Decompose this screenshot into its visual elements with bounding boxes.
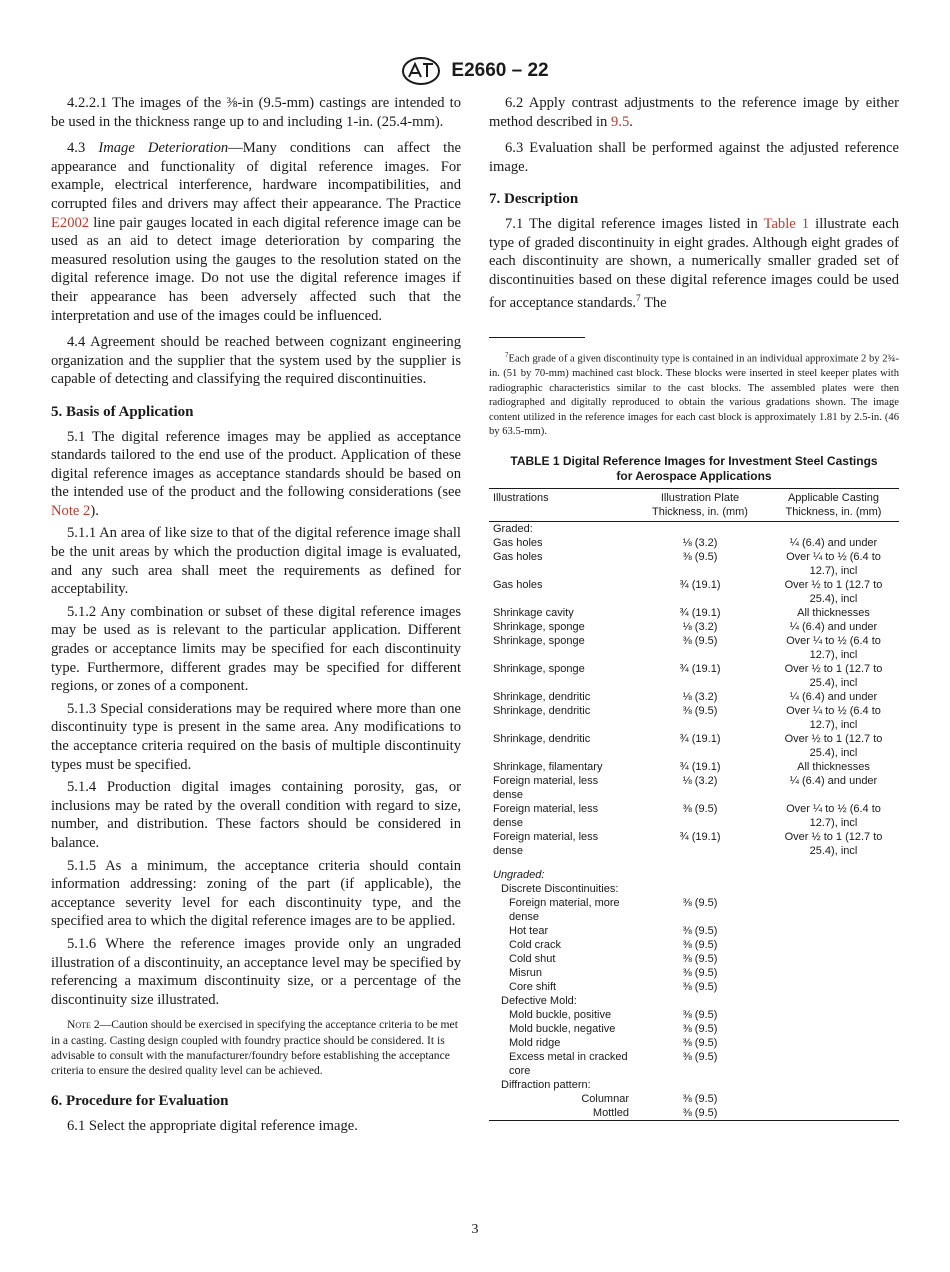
cell-plate-thickness bbox=[632, 521, 767, 536]
cell-plate-thickness: ¾ (19.1) bbox=[679, 830, 721, 843]
cell-casting-thickness: ¼ (6.4) and under bbox=[789, 536, 878, 549]
cell-illustration: Shrinkage, sponge bbox=[493, 620, 585, 633]
table-row bbox=[489, 536, 899, 550]
image-deterioration-title: Image Deterioration bbox=[98, 140, 229, 157]
paragraph-6-1: 6.1 Select the appropriate digital reference image. bbox=[67, 1117, 358, 1134]
cell-illustration: Mold buckle, positive bbox=[509, 1008, 612, 1021]
footnote-rule bbox=[489, 337, 585, 338]
cell-illustration: Shrinkage, filamentary bbox=[493, 760, 603, 773]
cell-casting-thickness bbox=[767, 1036, 899, 1050]
table-row bbox=[489, 620, 899, 634]
paragraph-5-1: 5.1 The digital reference images may be applied as acceptance standards tailored to the end use of the product. Application of these digital reference images as acceptance standards should be based on the intended use of the product and the following considerations (see Note 2). bbox=[51, 428, 461, 519]
table-row bbox=[489, 896, 899, 924]
paragraph-7-1: 7.1 The digital reference images listed in Table 1 illustrate each type of graded discontinuity in eight grades. Although eight grades of each discontinuity are shown, a numerically smaller graded set of discontinuities based on these digital reference images could be used for acceptance standards.$^7$ The bbox=[489, 215, 899, 312]
graded-label-row bbox=[489, 521, 899, 536]
paragraph-5-1-6: 5.1.6 Where the reference images provide only an ungraded illustration of a discontinuity, an acceptance level may be specified by referencing a maximum discontinuity size, or a percentage of the discontinuity size illustrated. bbox=[51, 935, 461, 1008]
paragraph-5-1-3: 5.1.3 Special considerations may be required where more than one discontinuity type is present in the same area. Any modifications to the acceptance criteria required on the basis of multiple discontinuity types must be specified. bbox=[51, 700, 461, 773]
cell-plate-thickness: ¾ (19.1) bbox=[679, 732, 721, 745]
cell-plate-thickness: ¾ (19.1) bbox=[679, 760, 721, 773]
table-row bbox=[489, 1092, 899, 1106]
document-id: E2660 – 22 bbox=[451, 60, 549, 81]
cell-illustration: Shrinkage, sponge bbox=[493, 634, 585, 647]
table-row bbox=[489, 732, 899, 760]
table-row bbox=[489, 952, 899, 966]
cell-illustration: Foreign material, less dense bbox=[493, 774, 599, 801]
cell-plate-thickness: ⅜ (9.5) bbox=[682, 1106, 718, 1119]
paragraph-5-1-1: 5.1.1 An area of like size to that of the digital reference image shall be the unit areas by which the production digital image is evaluated, and any such area shall meet the requirements as defined for acceptability. bbox=[51, 525, 461, 598]
cell-plate-thickness: ⅛ (3.2) bbox=[682, 620, 718, 633]
page-header bbox=[0, 56, 950, 86]
cell-casting-thickness: Over ½ to 1 (12.7 to 25.4), incl bbox=[784, 830, 883, 857]
discrete-label-row bbox=[489, 882, 899, 896]
paragraph-6-2: 6.2 Apply contrast adjustments to the reference image by either method described in 9.5. bbox=[489, 95, 899, 130]
cell-illustration: Shrinkage cavity bbox=[493, 606, 574, 619]
table-row bbox=[489, 1008, 899, 1022]
cell-plate-thickness: ⅜ (9.5) bbox=[682, 1022, 718, 1035]
cell-illustration: Mottled bbox=[592, 1106, 629, 1119]
col-plate-thickness: Illustration Plate Thickness, in. (mm) bbox=[632, 488, 767, 521]
cell-plate-thickness bbox=[632, 994, 767, 1008]
cell-plate-thickness: ⅜ (9.5) bbox=[682, 924, 718, 937]
cell-plate-thickness: ⅜ (9.5) bbox=[682, 1008, 718, 1021]
table-row bbox=[489, 606, 899, 620]
cell-casting-thickness: Over ¼ to ½ (6.4 to 12.7), incl bbox=[786, 634, 881, 661]
cell-casting-thickness: ¼ (6.4) and under bbox=[789, 690, 878, 703]
cell-plate-thickness bbox=[632, 868, 767, 882]
cell-plate-thickness: ⅜ (9.5) bbox=[682, 1050, 718, 1063]
cell-illustration: Gas holes bbox=[493, 536, 543, 549]
cell-illustration: Ungraded: bbox=[493, 868, 545, 881]
table-row bbox=[489, 550, 899, 578]
cell-casting-thickness: Over ¼ to ½ (6.4 to 12.7), incl bbox=[786, 704, 881, 731]
cell-plate-thickness: ⅜ (9.5) bbox=[682, 966, 718, 979]
cell-illustration: Cold crack bbox=[509, 938, 561, 951]
table-row bbox=[489, 1050, 899, 1078]
table-row bbox=[489, 802, 899, 830]
cell-casting-thickness: Over ½ to 1 (12.7 to 25.4), incl bbox=[784, 578, 883, 605]
cell-illustration: Misrun bbox=[509, 966, 543, 979]
cell-casting-thickness: ¼ (6.4) and under bbox=[789, 774, 878, 787]
table-1-caption: TABLE 1 Digital Reference Images for Investment Steel Castings for Aerospace Applications bbox=[510, 453, 878, 483]
cell-illustration: Shrinkage, dendritic bbox=[493, 704, 591, 717]
cell-plate-thickness: ¾ (19.1) bbox=[679, 578, 721, 591]
cell-illustration: Foreign material, less dense bbox=[493, 830, 599, 857]
cell-casting-thickness: Over ¼ to ½ (6.4 to 12.7), incl bbox=[786, 802, 881, 829]
cell-illustration: Shrinkage, dendritic bbox=[493, 690, 591, 703]
table-row bbox=[489, 966, 899, 980]
col-illustrations: Illustrations bbox=[489, 488, 632, 521]
cell-plate-thickness: ⅜ (9.5) bbox=[682, 1092, 718, 1105]
section-7-heading: 7. Description bbox=[489, 191, 579, 208]
right-column bbox=[489, 94, 899, 1121]
cell-plate-thickness: ⅜ (9.5) bbox=[682, 952, 718, 965]
cell-plate-thickness: ⅛ (3.2) bbox=[682, 690, 718, 703]
cell-illustration: Hot tear bbox=[509, 924, 549, 937]
table-row bbox=[489, 662, 899, 690]
cell-plate-thickness bbox=[632, 858, 767, 868]
table-row bbox=[489, 980, 899, 994]
cell-illustration: Foreign material, less dense bbox=[493, 802, 599, 829]
paragraph-4-4: 4.4 Agreement should be reached between cognizant engineering organization and the supplier that the system used by the supplier is capable of detecting and classifying the required discontinuities. bbox=[51, 334, 461, 388]
cell-casting-thickness bbox=[767, 938, 899, 952]
cell-plate-thickness: ⅜ (9.5) bbox=[682, 802, 718, 815]
note-2-link[interactable]: Note 2 bbox=[51, 502, 91, 519]
diffraction-label-row bbox=[489, 1078, 899, 1092]
table-row bbox=[489, 1106, 899, 1121]
cell-illustration: Core shift bbox=[509, 980, 557, 993]
cell-casting-thickness bbox=[767, 1022, 899, 1036]
table-row bbox=[489, 634, 899, 662]
col-casting-thickness: Applicable Casting Thickness, in. (mm) bbox=[767, 488, 899, 521]
section-9-5-link[interactable]: 9.5 bbox=[611, 113, 630, 130]
cell-illustration: Excess metal in cracked core bbox=[509, 1050, 628, 1077]
cell-plate-thickness: ¾ (19.1) bbox=[679, 662, 721, 675]
astm-logo-icon bbox=[401, 56, 441, 86]
cell-plate-thickness: ⅜ (9.5) bbox=[682, 938, 718, 951]
cell-casting-thickness bbox=[767, 858, 899, 868]
table-row bbox=[489, 1022, 899, 1036]
table-row bbox=[489, 830, 899, 858]
cell-illustration: Gas holes bbox=[493, 550, 543, 563]
table-row bbox=[489, 774, 899, 802]
table-row bbox=[489, 704, 899, 732]
paragraph-4-3: 4.3 Image Deterioration—Many conditions can affect the appearance and functionality of digital reference images. For example, electrical interference, hardware incompatibilities, and corrupted files and drivers may affect their appearance. The Practice E2002 line pair gauges located in each digital reference image can be used as an aid to detect image deterioration by comparing the measured resolution using the gauges to the resolution stated on the digital reference image. Do not use the digital reference images if their appearance has been adversely affected such that the interpretation and use of the images could be influenced. bbox=[51, 140, 461, 324]
cell-illustration: Columnar bbox=[581, 1092, 629, 1105]
defective-label-row bbox=[489, 994, 899, 1008]
cell-illustration bbox=[489, 858, 632, 868]
cell-illustration: Shrinkage, sponge bbox=[493, 662, 585, 675]
footnote-7: $^7$Each grade of a given discontinuity type is contained in an individual approximate 2 by 2¾-in. (51 by 70-mm) machined cast block. These blocks were inserted in steel keeper plates with radiographic characteristics similar to the cast blocks. The assembled plates were then radiographed and digitally reproduced to obtain the various gradations shown. The image content utilized in the reference images for each cast block is approximately 1.81 by 2.5-in. (46 by 63.5-mm). bbox=[489, 350, 899, 438]
note-2: Note 2—Caution should be exercised in specifying the acceptance criteria to be met in a casting. Casting design coupled with foundry practice should be considered. It is advisable to consult with the manufacturer/foundry before establishing the acceptance criteria to ensure the desired quality level can be achieved. bbox=[51, 1018, 458, 1077]
cell-plate-thickness bbox=[632, 882, 767, 896]
page-number: 3 bbox=[471, 1222, 479, 1237]
cell-plate-thickness: ⅜ (9.5) bbox=[682, 1036, 718, 1049]
paragraph-5-1-5: 5.1.5 As a minimum, the acceptance criteria should contain information addressing: zoning of the part (if applicable), the acceptance severity level for each discontinuity type, and the specified area to which the digital reference images are to be applied. bbox=[51, 857, 461, 930]
cell-casting-thickness bbox=[767, 1008, 899, 1022]
spacer-row bbox=[489, 858, 899, 868]
left-column bbox=[51, 94, 461, 1143]
cell-casting-thickness bbox=[767, 952, 899, 966]
paragraph-5-1-4: 5.1.4 Production digital images containing porosity, gas, or inclusions may be rated by the overall condition with regard to size, number, and distribution. These factors should be considered in balance. bbox=[51, 779, 461, 851]
cell-casting-thickness bbox=[767, 1106, 899, 1121]
cell-illustration: Foreign material, more dense bbox=[509, 896, 620, 923]
cell-casting-thickness bbox=[767, 868, 899, 882]
table-row bbox=[489, 578, 899, 606]
cell-casting-thickness: ¼ (6.4) and under bbox=[789, 620, 878, 633]
cell-casting-thickness bbox=[767, 1078, 899, 1092]
cell-casting-thickness bbox=[767, 1092, 899, 1106]
table-header-row bbox=[489, 488, 899, 521]
cell-casting-thickness: Over ¼ to ½ (6.4 to 12.7), incl bbox=[786, 550, 881, 577]
cell-casting-thickness: Over ½ to 1 (12.7 to 25.4), incl bbox=[784, 732, 883, 759]
cell-plate-thickness: ⅜ (9.5) bbox=[682, 550, 718, 563]
ungraded-label-row bbox=[489, 868, 899, 882]
cell-casting-thickness: All thicknesses bbox=[797, 760, 870, 773]
cell-casting-thickness bbox=[767, 966, 899, 980]
cell-illustration: Defective Mold: bbox=[501, 994, 577, 1007]
cell-illustration: Mold ridge bbox=[509, 1036, 561, 1049]
cell-casting-thickness bbox=[767, 1050, 899, 1078]
paragraph-4-2-2-1: 4.2.2.1 The images of the ⅜-in (9.5-mm) castings are intended to be used in the thickness range up to and including 1-in. (25.4-mm). bbox=[51, 95, 461, 130]
cell-casting-thickness: All thicknesses bbox=[797, 606, 870, 619]
cell-plate-thickness: ⅛ (3.2) bbox=[682, 774, 718, 787]
table-1-link[interactable]: Table 1 bbox=[763, 215, 810, 232]
paragraph-5-1-2: 5.1.2 Any combination or subset of these digital reference images may be used as is relevant to the particular application. Different grades or acceptance limits may be specified for each discontinuity type. Furthermore, different grades may be specified for different regions, or zones of a component. bbox=[51, 603, 461, 695]
cell-plate-thickness: ¾ (19.1) bbox=[679, 606, 721, 619]
cell-casting-thickness: Over ½ to 1 (12.7 to 25.4), incl bbox=[784, 662, 883, 689]
table-row bbox=[489, 938, 899, 952]
e2002-link[interactable]: E2002 bbox=[51, 214, 90, 231]
section-5-heading: 5. Basis of Application bbox=[51, 403, 194, 420]
cell-casting-thickness bbox=[767, 980, 899, 994]
cell-casting-thickness bbox=[767, 896, 899, 924]
cell-illustration: Discrete Discontinuities: bbox=[501, 882, 619, 895]
table-row bbox=[489, 690, 899, 704]
cell-illustration: Graded: bbox=[493, 522, 533, 535]
cell-casting-thickness bbox=[767, 882, 899, 896]
cell-casting-thickness bbox=[767, 994, 899, 1008]
cell-illustration: Gas holes bbox=[493, 578, 543, 591]
cell-plate-thickness: ⅜ (9.5) bbox=[682, 704, 718, 717]
cell-plate-thickness bbox=[632, 1078, 767, 1092]
cell-casting-thickness bbox=[767, 521, 899, 536]
cell-plate-thickness: ⅜ (9.5) bbox=[682, 980, 718, 993]
table-row bbox=[489, 924, 899, 938]
cell-plate-thickness: ⅛ (3.2) bbox=[682, 536, 718, 549]
table-1 bbox=[489, 488, 899, 1121]
table-row bbox=[489, 760, 899, 774]
cell-illustration: Mold buckle, negative bbox=[509, 1022, 616, 1035]
table-row bbox=[489, 1036, 899, 1050]
cell-illustration: Shrinkage, dendritic bbox=[493, 732, 591, 745]
cell-illustration: Cold shut bbox=[509, 952, 556, 965]
cell-casting-thickness bbox=[767, 924, 899, 938]
cell-plate-thickness: ⅜ (9.5) bbox=[682, 634, 718, 647]
paragraph-6-3: 6.3 Evaluation shall be performed against the adjusted reference image. bbox=[489, 140, 899, 175]
cell-illustration: Diffraction pattern: bbox=[501, 1078, 591, 1091]
cell-plate-thickness: ⅜ (9.5) bbox=[682, 896, 718, 909]
section-6-heading: 6. Procedure for Evaluation bbox=[51, 1093, 229, 1110]
